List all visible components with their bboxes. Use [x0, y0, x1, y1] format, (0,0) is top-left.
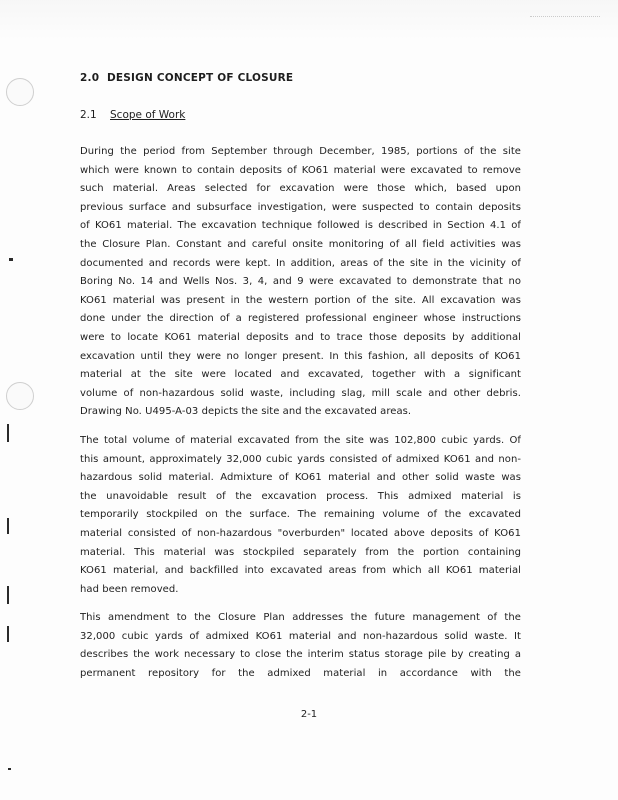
text-line: Boring No. 14 and Wells Nos. 3, 4, and 9 were excavated to demonstrate that no	[80, 276, 521, 288]
text-line: previous surface and subsurface investigation, were suspected to contain deposits	[80, 201, 521, 213]
scan-edge-mark	[7, 586, 9, 604]
subsection-title: Scope of Work	[110, 109, 186, 121]
scan-mark	[530, 8, 600, 17]
punch-hole	[6, 382, 34, 410]
scan-edge-mark	[7, 424, 9, 442]
scan-edge-mark	[9, 258, 13, 261]
text-line: material at the site were located and excavated, together with a significant	[80, 369, 521, 381]
subsection-number: 2.1	[80, 109, 97, 121]
text-line: material consisted of non-hazardous "overburden" located above deposits of KO61	[80, 527, 521, 539]
text-line: KO61 material was present in the western portion of the site. All excavation was	[80, 294, 521, 306]
text-line: describes the work necessary to close the interim status storage pile by creating a	[80, 649, 521, 661]
section-title: DESIGN CONCEPT OF CLOSURE	[107, 72, 294, 84]
text-line: such material. Areas selected for excavation were those which, based upon	[80, 183, 521, 195]
text-line: documented and records were kept. In addition, areas of the site in the vicinity of	[80, 257, 521, 269]
scan-edge-mark	[7, 626, 9, 642]
section-number: 2.0	[80, 72, 100, 84]
text-line: 32,000 cubic yards of admixed KO61 material and non-hazardous solid waste. It	[80, 630, 521, 642]
text-line: which were known to contain deposits of KO61 material were excavated to remove	[80, 164, 521, 176]
text-line: Drawing No. U495-A-03 depicts the site and the excavated areas.	[80, 406, 412, 418]
text-line: the unavoidable result of the excavation process. This admixed material is	[80, 490, 521, 502]
punch-hole	[6, 78, 34, 106]
scan-edge-mark	[7, 518, 9, 534]
text-line: This amendment to the Closure Plan addresses the future management of the	[80, 612, 521, 623]
section-heading	[80, 72, 293, 84]
text-line: were to locate KO61 material deposits and to trace those deposits by additional	[80, 331, 521, 343]
text-line: hazardous solid material. Admixture of KO61 material and other solid waste was	[80, 472, 521, 484]
text-line: The total volume of material excavated from the site was 102,800 cubic yards. Of	[80, 435, 521, 446]
text-line: material. This material was stockpiled separately from the portion containing	[80, 546, 521, 558]
paragraph	[80, 143, 521, 422]
page-number: 2-1	[300, 709, 318, 720]
scan-shadow	[0, 0, 618, 40]
subsection-heading	[80, 109, 185, 121]
scan-edge-mark	[8, 768, 11, 770]
text-line: temporarily stockpiled on the surface. The remaining volume of the excavated	[80, 509, 521, 521]
text-line: had been removed.	[80, 583, 179, 595]
paragraph	[80, 609, 521, 683]
text-line: this amount, approximately 32,000 cubic yards consisted of admixed KO61 and non-	[80, 453, 521, 465]
text-line: the Closure Plan. Constant and careful onsite monitoring of all field activities was	[80, 238, 521, 250]
text-line: permanent repository for the admixed material in accordance with the	[80, 667, 521, 679]
paragraph	[80, 432, 521, 599]
text-line: volume of non-hazardous solid waste, including slag, mill scale and other debris.	[80, 387, 521, 399]
text-line: of KO61 material. The excavation technique followed is described in Section 4.1 of	[80, 220, 521, 232]
text-line: done under the direction of a registered professional engineer whose instructions	[80, 313, 521, 325]
text-line: KO61 material, and backfilled into excavated areas from which all KO61 material	[80, 565, 521, 577]
text-line: During the period from September through December, 1985, portions of the site	[80, 146, 521, 157]
text-line: excavation until they were no longer present. In this fashion, all deposits of KO61	[80, 350, 521, 362]
